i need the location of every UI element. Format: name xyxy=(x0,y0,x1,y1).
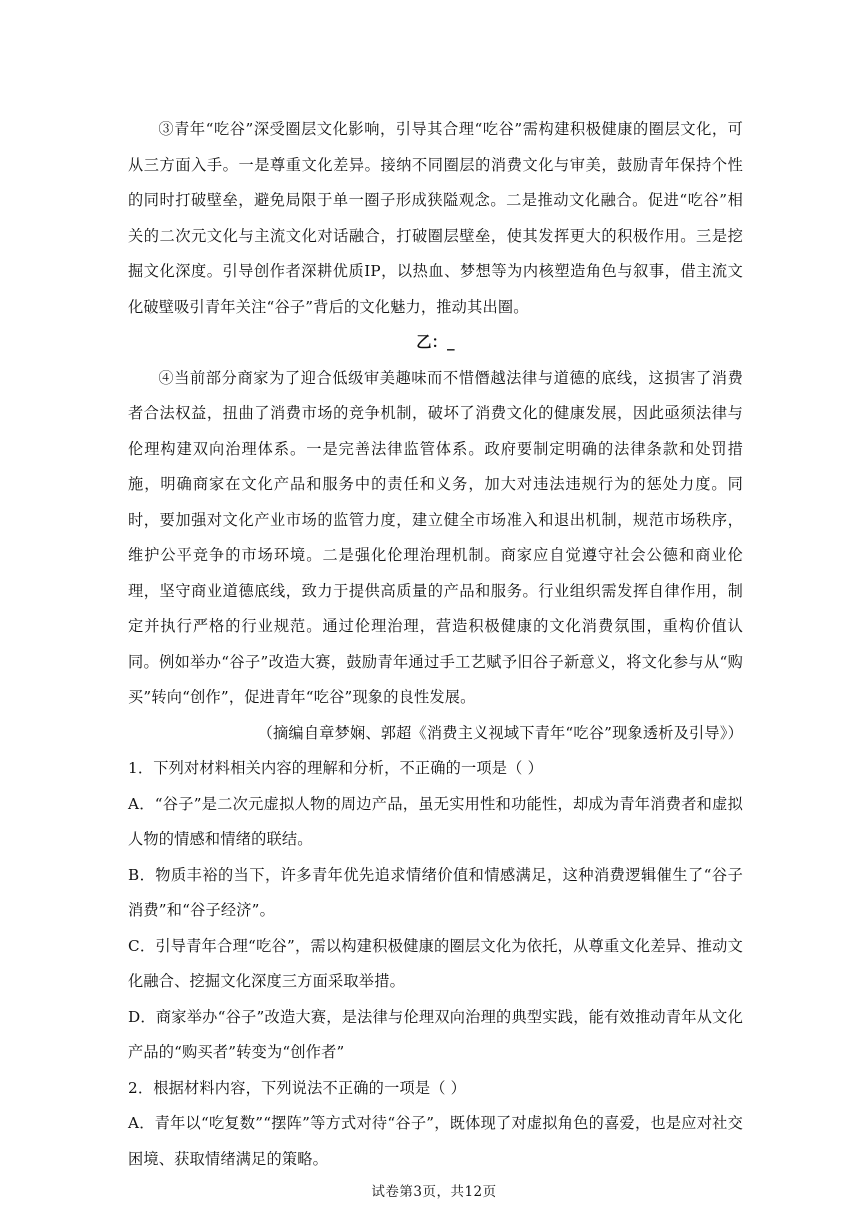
question-2-stem: 2．根据材料内容，下列说法不正确的一项是（ ） xyxy=(128,1078,467,1097)
question-1-option-a: A．“谷子”是二次元虚拟人物的周边产品，虽无实用性和功能性，却成为青年消费者和虚拟人物的情感和情绪的联结。 xyxy=(128,794,743,848)
article-body xyxy=(128,112,743,1177)
question-1-option-d: D．商家举办“谷子”改造大赛，是法律与伦理双向治理的典型实践，能有效推动青年从文化产品的“购买者”转变为“创作者” xyxy=(128,1007,743,1061)
paragraph-4: ④当前部分商家为了迎合低级审美趣味而不惜僭越法律与道德的底线，这损害了消费者合法权益，扭曲了消费市场的竞争机制，破坏了消费文化的健康发展，因此亟须法律与伦理构建双向治理体系。一是完善法律监管体系。政府要制定明确的法律条款和处罚措施，明确商家在文化产品和服务中的责任和义务，加大对违法违规行为的惩处力度。同时，要加强对文化产业市场的监管力度，建立健全市场准入和退出机制，规范市场秩序，维护公平竞争的市场环境。二是强化伦理治理机制。商家应自觉遵守社会公德和商业伦理，坚守商业道德底线，致力于提供高质量的产品和服务。行业组织需发挥自律作用，制定并执行严格的行业规范。通过伦理治理，营造积极健康的文化消费氛围，重构价值认同。例如举办“谷子”改造大赛，鼓励青年通过手工艺赋予旧谷子新意义，将文化参与从“购买”转向“创作”，促进青年“吃谷”现象的良性发展。 xyxy=(128,368,743,706)
question-1-option-c: C．引导青年合理“吃谷”，需以构建积极健康的圈层文化为依托，从尊重文化差异、推动文化融合、挖掘文化深度三方面采取举措。 xyxy=(128,936,743,990)
paragraph-3: ③青年“吃谷”深受圈层文化影响，引导其合理“吃谷”需构建积极健康的圈层文化，可从三方面入手。一是尊重文化差异。接纳不同圈层的消费文化与审美，鼓励青年保持个性的同时打破壁垒，避免局限于单一圈子形成狭隘观念。二是推动文化融合。促进“吃谷”相关的二次元文化与主流文化对话融合，打破圈层壁垒，使其发挥更大的积极作用。三是挖掘文化深度。引导创作者深耕优质IP，以热血、梦想等为内核塑造角色与叙事，借主流文化破壁吸引青年关注“谷子”背后的文化魅力，推动其出圈。 xyxy=(128,120,743,316)
question-1-stem: 1．下列对材料相关内容的理解和分析，不正确的一项是（ ） xyxy=(128,759,543,777)
section-heading-yi: 乙：_ xyxy=(416,333,455,351)
source-citation: （摘编自章梦娴、郭超《消费主义视域下青年“吃谷”现象透析及引导》） xyxy=(257,723,743,742)
page-footer: 试卷第3页，共12页 xyxy=(371,1184,497,1200)
question-1-option-b: B．物质丰裕的当下，许多青年优先追求情绪价值和情感满足，这种消费逻辑催生了“谷子消费”和“谷子经济”。 xyxy=(128,865,743,919)
question-2-option-a: A．青年以“吃复数”“摆阵”等方式对待“谷子”，既体现了对虚拟角色的喜爱，也是应对社交困境、获取情绪满足的策略。 xyxy=(128,1114,743,1168)
